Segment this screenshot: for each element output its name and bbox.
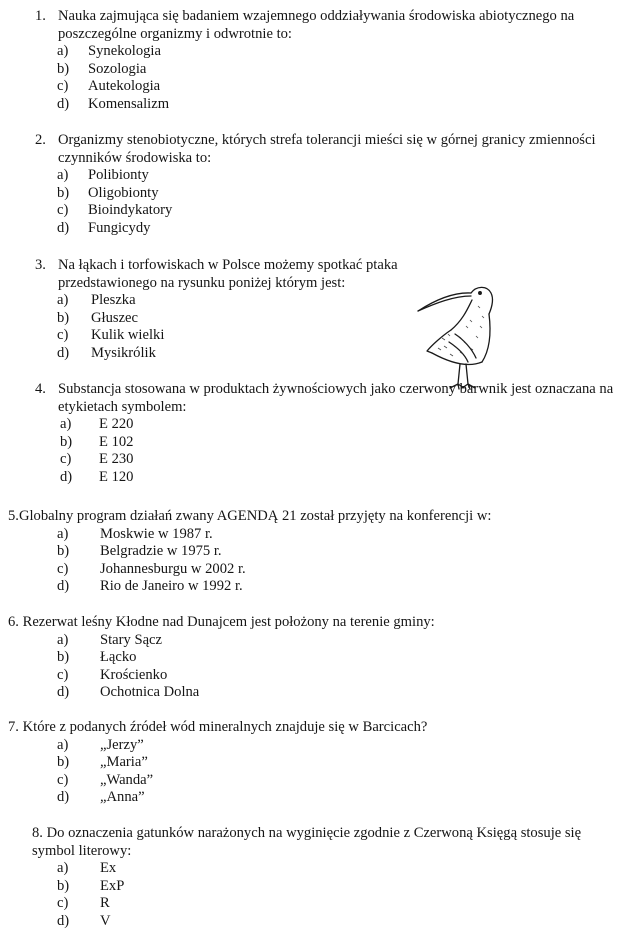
question-text: Substancja stosowana w produktach żywnościowych jako czerwony barwnik jest oznaczana na etykietach symbolem: (58, 381, 614, 415)
question-stem (0, 719, 640, 737)
answer-option-d (0, 684, 640, 702)
question-text: Organizmy stenobiotyczne, których strefa tolerancji mieści się w górnej granicy zmienności czynników środowiska to: (58, 132, 596, 166)
answer-option-b (0, 754, 640, 772)
question-3 (0, 257, 640, 363)
option-letter: c) (57, 327, 69, 344)
answer-option-a (0, 737, 640, 755)
option-letter: a) (57, 860, 69, 877)
question-number: 4. (35, 381, 46, 397)
answer-option-c (0, 451, 640, 469)
answer-option-b (0, 878, 640, 896)
answer-option-b (0, 543, 640, 561)
option-text: Sozologia (88, 60, 147, 77)
question-stem (0, 257, 640, 292)
question-stem (0, 8, 640, 43)
option-text: Ex (100, 860, 117, 877)
option-letter: d) (57, 344, 70, 361)
question-7 (0, 719, 640, 807)
answer-option-d (0, 96, 640, 114)
option-letter: a) (57, 631, 69, 648)
answer-option-d (0, 220, 640, 238)
option-letter: b) (57, 877, 70, 894)
option-letter: c) (57, 666, 69, 683)
answer-option-b (0, 185, 640, 203)
option-letter: d) (57, 912, 70, 929)
answer-option-c (0, 561, 640, 579)
answer-option-d (0, 345, 640, 363)
question-stem (0, 825, 640, 860)
option-text: E 230 (99, 451, 134, 468)
question-number: 3. (35, 257, 46, 273)
option-letter: c) (57, 771, 69, 788)
answer-option-c (0, 78, 640, 96)
option-text: Autekologia (88, 78, 161, 95)
answer-option-d (0, 913, 640, 931)
option-text: Krościenko (100, 666, 168, 683)
answer-option-a (0, 526, 640, 544)
option-text: Ochotnica Dolna (100, 684, 200, 701)
option-letter: d) (57, 684, 70, 701)
question-text: 5.Globalny program działań zwany AGENDĄ 21 został przyjęty na konferencji w: (8, 508, 492, 524)
option-text: Pleszka (91, 292, 136, 309)
option-text: „Wanda” (100, 771, 154, 788)
option-letter: a) (57, 525, 69, 542)
question-stem (0, 614, 640, 632)
option-text: „Anna” (100, 789, 145, 806)
option-letter: a) (60, 416, 72, 433)
question-5 (0, 508, 640, 596)
option-text: Johannesburgu w 2002 r. (100, 560, 246, 577)
option-text: Oligobionty (88, 184, 159, 201)
option-letter: d) (57, 578, 70, 595)
option-text: Moskwie w 1987 r. (100, 525, 213, 542)
answer-option-b (0, 310, 640, 328)
option-text: Bioindykatory (88, 202, 173, 219)
answer-option-b (0, 434, 640, 452)
option-text: Stary Sącz (100, 631, 163, 648)
question-stem (0, 132, 640, 167)
question-4 (0, 381, 640, 487)
option-text: Fungicydy (88, 219, 151, 236)
option-letter: a) (57, 736, 69, 753)
option-text: E 120 (99, 468, 134, 485)
option-letter: b) (57, 184, 70, 201)
option-text: E 220 (99, 416, 134, 433)
answer-option-a (0, 632, 640, 650)
answer-option-c (0, 667, 640, 685)
option-letter: c) (60, 451, 72, 468)
option-letter: a) (57, 292, 69, 309)
answer-option-c (0, 327, 640, 345)
question-number: 2. (35, 132, 46, 148)
answer-option-c (0, 772, 640, 790)
option-letter: b) (57, 754, 70, 771)
question-1 (0, 8, 640, 114)
answer-option-a (0, 43, 640, 61)
option-letter: c) (57, 560, 69, 577)
option-letter: a) (57, 43, 69, 60)
option-text: V (100, 912, 111, 929)
option-letter: b) (57, 60, 70, 77)
question-stem (0, 381, 640, 416)
answer-option-a (0, 167, 640, 185)
option-letter: b) (57, 543, 70, 560)
question-text: Na łąkach i torfowiskach w Polsce możemy spotkać ptaka przedstawionego na rysunku poniżej którym jest: (58, 257, 398, 291)
question-number: 1. (35, 8, 46, 24)
question-2 (0, 132, 640, 238)
question-text: 6. Rezerwat leśny Kłodne nad Dunajcem jest położony na terenie gminy: (8, 614, 435, 630)
option-text: Belgradzie w 1975 r. (100, 543, 222, 560)
option-text: ExP (100, 877, 125, 894)
option-letter: b) (57, 309, 70, 326)
option-letter: d) (57, 95, 70, 112)
answer-option-a (0, 416, 640, 434)
option-letter: d) (57, 789, 70, 806)
curlew-bird-icon (408, 276, 518, 394)
question-text: Nauka zajmująca się badaniem wzajemnego oddziaływania środowiska abiotycznego na poszczególne organizmy i odwrotnie to: (58, 8, 575, 42)
question-text: 7. Które z podanych źródeł wód mineralnych znajduje się w Barcicach? (8, 719, 428, 735)
option-text: Komensalizm (88, 95, 170, 112)
option-text: E 102 (99, 433, 134, 450)
answer-option-c (0, 895, 640, 913)
answer-option-a (0, 860, 640, 878)
answer-option-d (0, 578, 640, 596)
answer-option-b (0, 61, 640, 79)
option-text: Głuszec (91, 309, 139, 326)
option-text: R (100, 895, 110, 912)
option-text: „Jerzy” (100, 736, 144, 753)
answer-option-d (0, 469, 640, 487)
question-stem (0, 508, 640, 526)
question-6 (0, 614, 640, 702)
option-text: Kulik wielki (91, 327, 165, 344)
option-letter: d) (57, 219, 70, 236)
answer-option-c (0, 202, 640, 220)
option-letter: c) (57, 895, 69, 912)
answer-option-d (0, 789, 640, 807)
option-text: Mysikrólik (91, 344, 156, 361)
option-text: Łącko (100, 649, 137, 666)
option-text: Polibionty (88, 167, 149, 184)
answer-option-b (0, 649, 640, 667)
answer-option-a (0, 292, 640, 310)
option-text: Rio de Janeiro w 1992 r. (100, 578, 243, 595)
option-letter: d) (60, 468, 73, 485)
option-letter: b) (60, 433, 73, 450)
question-text: 8. Do oznaczenia gatunków narażonych na wyginięcie zgodnie z Czerwoną Księgą stosuje się symbol literowy: (32, 825, 582, 859)
question-8 (0, 825, 640, 931)
option-text: Synekologia (88, 43, 161, 60)
option-letter: a) (57, 167, 69, 184)
option-text: „Maria” (100, 754, 148, 771)
option-letter: c) (57, 202, 69, 219)
option-letter: c) (57, 78, 69, 95)
option-letter: b) (57, 649, 70, 666)
